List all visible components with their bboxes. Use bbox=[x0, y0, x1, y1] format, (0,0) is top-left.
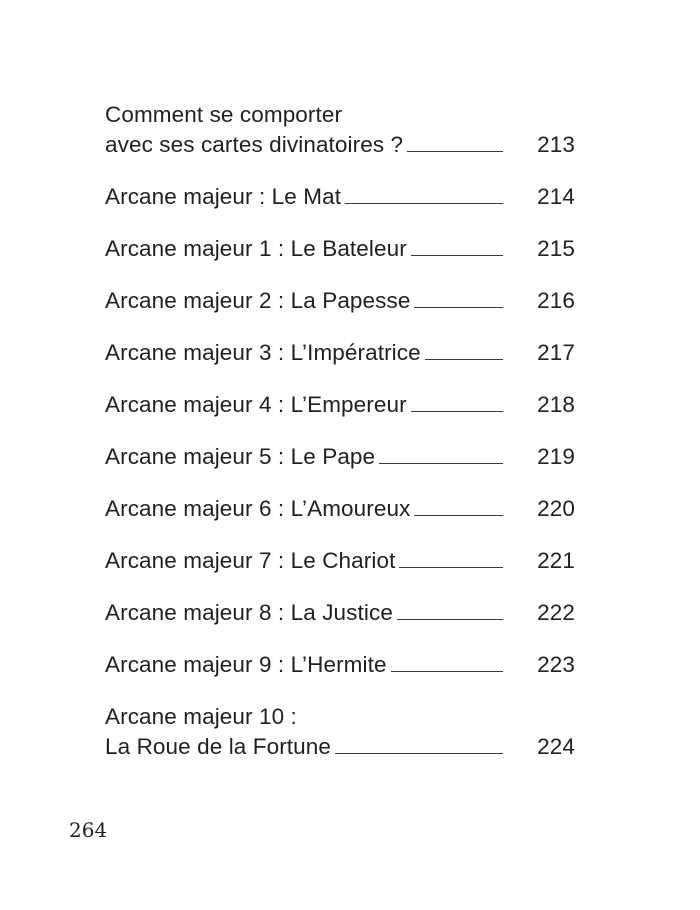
toc-entry-page-number: 216 bbox=[537, 288, 575, 313]
leader-line bbox=[335, 752, 503, 754]
leader-line bbox=[425, 358, 503, 360]
toc-entry[interactable] bbox=[105, 338, 575, 368]
toc-entry[interactable] bbox=[105, 598, 575, 628]
toc-entry-page-number: 223 bbox=[537, 652, 575, 677]
toc-entry-title: Arcane majeur 5 : Le Pape bbox=[105, 444, 376, 469]
toc-entry-title: Arcane majeur 8 : La Justice bbox=[105, 600, 393, 625]
toc-entry-title: Arcane majeur 4 : L’Empereur bbox=[105, 392, 407, 417]
toc-entry-title: avec ses cartes divinatoires ? bbox=[105, 132, 404, 157]
toc-entry-page-number: 220 bbox=[537, 496, 575, 521]
toc-entry-page-number: 215 bbox=[537, 236, 575, 261]
toc-entry[interactable] bbox=[105, 182, 575, 212]
leader-line bbox=[379, 462, 503, 464]
leader-line bbox=[411, 254, 503, 256]
toc-entry[interactable] bbox=[105, 546, 575, 576]
table-of-contents bbox=[105, 100, 575, 784]
toc-entry-title: Arcane majeur 7 : Le Chariot bbox=[105, 548, 396, 573]
toc-entry-page-number: 221 bbox=[537, 548, 575, 573]
leader-line bbox=[411, 410, 503, 412]
leader-line bbox=[407, 150, 503, 152]
toc-entry-page-number: 218 bbox=[537, 392, 575, 417]
toc-entry[interactable] bbox=[105, 286, 575, 316]
leader-line bbox=[345, 202, 503, 204]
toc-entry[interactable] bbox=[105, 100, 575, 160]
leader-line bbox=[397, 618, 503, 620]
toc-entry-page-number: 217 bbox=[537, 340, 575, 365]
leader-line bbox=[391, 670, 503, 672]
toc-entry-title: La Roue de la Fortune bbox=[105, 734, 332, 759]
toc-entry-page-number: 214 bbox=[537, 184, 575, 209]
leader-line bbox=[414, 306, 503, 308]
toc-entry[interactable] bbox=[105, 702, 575, 762]
toc-entry-title: Arcane majeur 6 : L’Amoureux bbox=[105, 496, 411, 521]
folio-page-number: 264 bbox=[69, 818, 108, 842]
toc-entry-title-line1: Arcane majeur 10 : bbox=[105, 704, 297, 729]
toc-entry-page-number: 213 bbox=[537, 132, 575, 157]
toc-entry-title: Arcane majeur 9 : L’Hermite bbox=[105, 652, 387, 677]
toc-entry[interactable] bbox=[105, 234, 575, 264]
toc-entry[interactable] bbox=[105, 650, 575, 680]
toc-entry[interactable] bbox=[105, 442, 575, 472]
leader-line bbox=[414, 514, 503, 516]
leader-line bbox=[399, 566, 503, 568]
toc-entry[interactable] bbox=[105, 390, 575, 420]
toc-entry-page-number: 219 bbox=[537, 444, 575, 469]
toc-entry-title: Arcane majeur 1 : Le Bateleur bbox=[105, 236, 407, 261]
toc-entry-title: Arcane majeur 3 : L’Impératrice bbox=[105, 340, 421, 365]
toc-entry-title: Arcane majeur 2 : La Papesse bbox=[105, 288, 411, 313]
toc-entry[interactable] bbox=[105, 494, 575, 524]
toc-entry-page-number: 222 bbox=[537, 600, 575, 625]
toc-entry-page-number: 224 bbox=[537, 734, 575, 759]
toc-entry-title-line1: Comment se comporter bbox=[105, 102, 343, 127]
toc-entry-title: Arcane majeur : Le Mat bbox=[105, 184, 342, 209]
